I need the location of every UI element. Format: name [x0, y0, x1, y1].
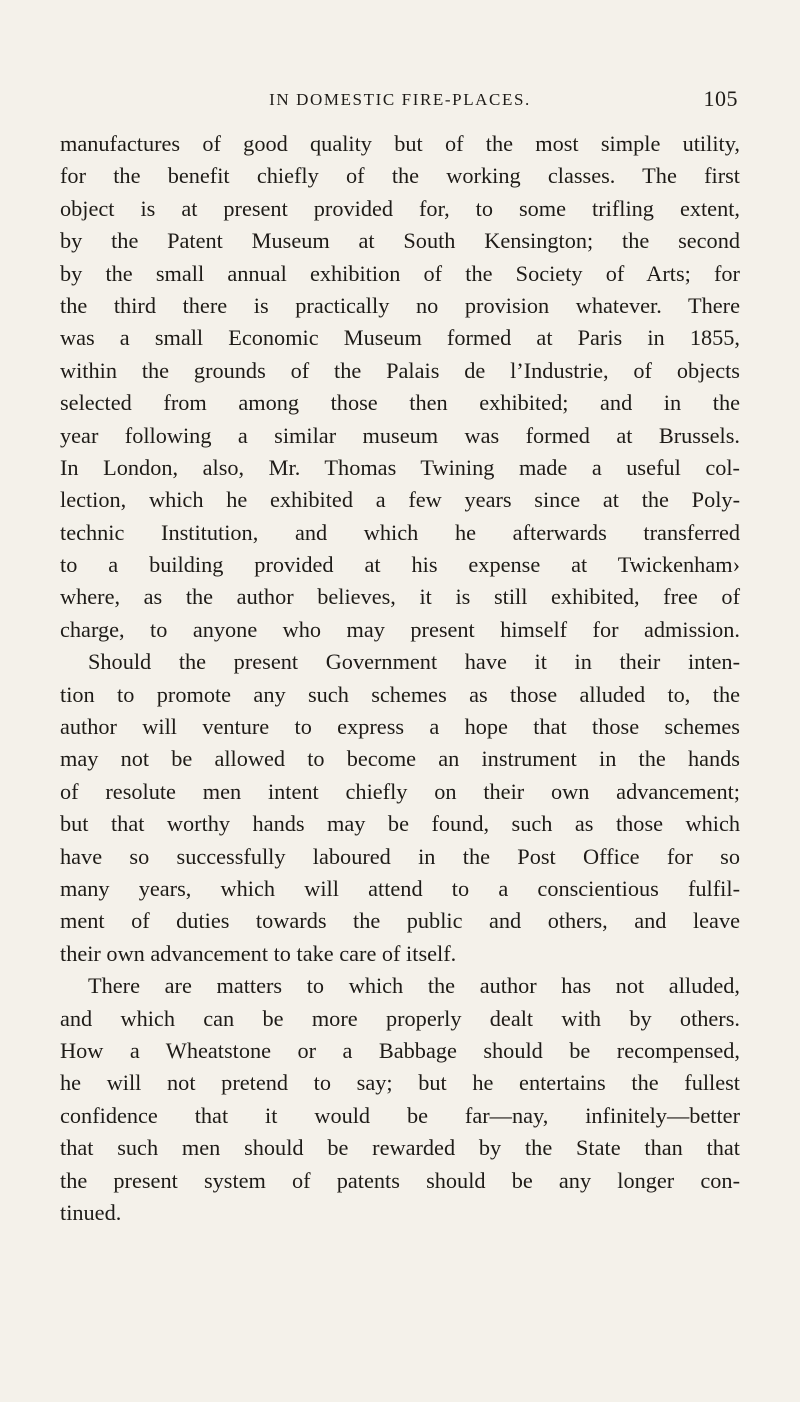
text-line: but that worthy hands may be found, such as those which: [60, 811, 740, 837]
text-line: within the grounds of the Palais de l’Industrie, of objects: [60, 357, 740, 383]
text-line: How a Wheatstone or a Babbage should be recompensed,: [60, 1037, 740, 1063]
body-text: [60, 128, 740, 1229]
text-line: by the Patent Museum at South Kensington; the second: [60, 228, 740, 254]
text-line: have so successfully laboured in the Post Office for so: [60, 843, 740, 869]
paragraph-end-line: their own advancement to take care of itself.: [60, 940, 457, 966]
paragraph-start-line: Should the present Government have it in their inten-: [88, 649, 740, 675]
text-line: selected from among those then exhibited; and in the: [60, 390, 740, 416]
text-line: technic Institution, and which he afterwards transferred: [60, 519, 740, 545]
text-line: for the benefit chiefly of the working classes. The first: [60, 163, 740, 189]
text-line: by the small annual exhibition of the Society of Arts; for: [60, 260, 740, 286]
paragraph-start-line: There are matters to which the author has not alluded,: [88, 973, 740, 999]
text-line: lection, which he exhibited a few years since at the Poly-: [60, 487, 740, 513]
text-line: may not be allowed to become an instrument in the hands: [60, 746, 740, 772]
text-line: object is at present provided for, to some trifling extent,: [60, 195, 740, 221]
running-title: IN DOMESTIC FIRE-PLACES.: [269, 90, 531, 109]
text-line: and which can be more properly dealt with by others.: [60, 1005, 740, 1031]
text-line: was a small Economic Museum formed at Paris in 1855,: [60, 325, 740, 351]
text-line: year following a similar museum was formed at Brussels.: [60, 422, 740, 448]
page-number: 105: [703, 86, 738, 111]
text-line: many years, which will attend to a conscientious fulfil-: [60, 875, 740, 901]
text-line: author will venture to express a hope that those schemes: [60, 714, 740, 740]
text-line: confidence that it would be far—nay, infinitely—better: [60, 1102, 740, 1128]
text-line: tion to promote any such schemes as those alluded to, the: [60, 681, 740, 707]
text-line: the present system of patents should be any longer con-: [60, 1167, 740, 1193]
text-line: ment of duties towards the public and others, and leave: [60, 908, 740, 934]
text-line: manufactures of good quality but of the most simple utility,: [60, 131, 740, 156]
text-line: to a building provided at his expense at Twickenham›: [60, 552, 740, 578]
text-line: that such men should be rewarded by the State than that: [60, 1135, 740, 1161]
text-line: he will not pretend to say; but he entertains the fullest: [60, 1070, 740, 1096]
text-line: charge, to anyone who may present himself for admission.: [60, 616, 740, 642]
running-header: [60, 86, 740, 116]
text-line: the third there is practically no provision whatever. There: [60, 292, 740, 318]
text-line: In London, also, Mr. Thomas Twining made a useful col-: [60, 454, 740, 480]
text-line: where, as the author believes, it is still exhibited, free of: [60, 584, 740, 610]
paragraph-end-line: tinued.: [60, 1199, 122, 1225]
text-line: of resolute men intent chiefly on their own advancement;: [60, 778, 740, 804]
